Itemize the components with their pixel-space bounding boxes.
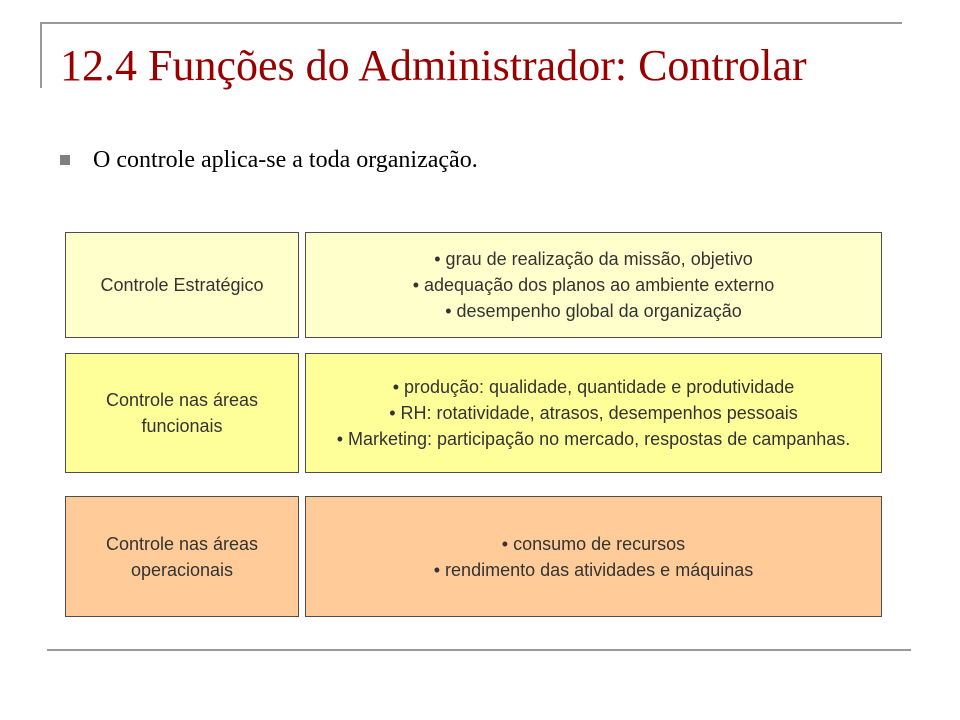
frame-left-line bbox=[40, 22, 42, 88]
detail-item: • consumo de recursos bbox=[501, 533, 686, 554]
operational-control-label: Controle nas áreas operacionais bbox=[105, 533, 259, 580]
frame-top-line bbox=[40, 22, 902, 24]
detail-item: • Marketing: participação no mercado, respostas de campanhas. bbox=[336, 429, 851, 449]
functional-control-details bbox=[314, 374, 874, 452]
frame-bottom-line bbox=[47, 649, 911, 651]
detail-item: • rendimento das atividades e máquinas bbox=[433, 559, 754, 580]
functional-control-details-box bbox=[305, 353, 882, 473]
detail-item: • adequação dos planos ao ambiente externo bbox=[412, 275, 775, 295]
strategic-control-details-box bbox=[305, 232, 882, 338]
strategic-control-details bbox=[314, 246, 874, 324]
strategic-control-label: Controle Estratégico bbox=[100, 275, 264, 295]
slide-title: 12.4 Funções do Administrador: Controlar bbox=[60, 41, 807, 90]
square-bullet-icon bbox=[60, 155, 70, 165]
detail-item: • desempenho global da organização bbox=[445, 301, 742, 321]
functional-control-label-box bbox=[65, 353, 299, 473]
strategic-control-label-box bbox=[65, 232, 299, 338]
bullet-text: O controle aplica-se a toda organização. bbox=[93, 146, 478, 173]
operational-control-details bbox=[314, 531, 874, 583]
operational-control-details-box bbox=[305, 496, 882, 617]
operational-control-label-box bbox=[65, 496, 299, 617]
detail-item: • RH: rotatividade, atrasos, desempenhos pessoais bbox=[389, 403, 798, 423]
bullet-point bbox=[60, 140, 478, 180]
detail-item: • grau de realização da missão, objetivo bbox=[434, 249, 753, 269]
detail-item: • produção: qualidade, quantidade e produtividade bbox=[392, 377, 795, 397]
functional-control-label: Controle nas áreas funcionais bbox=[105, 390, 259, 436]
